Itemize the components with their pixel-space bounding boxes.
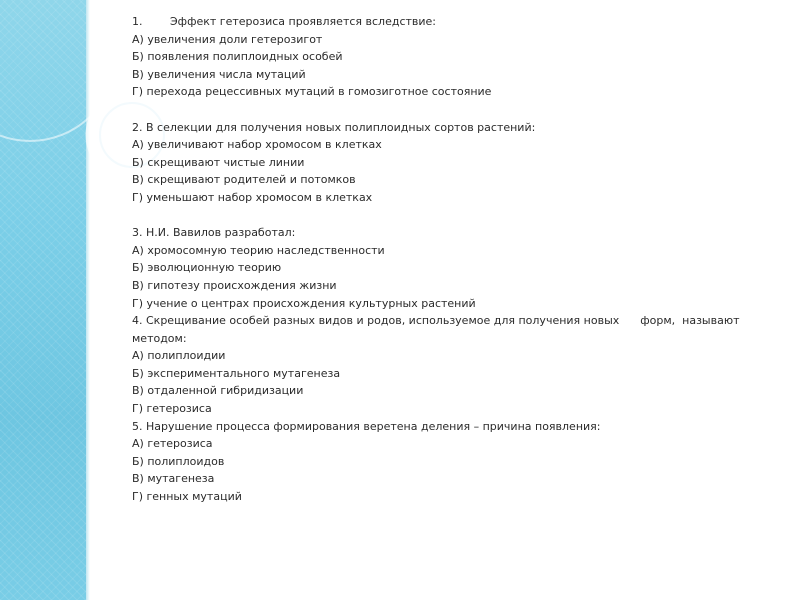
option: Б) скрещивают чистые линии: [132, 155, 305, 169]
option: Г) учение о центрах происхождения культурных растений: [132, 296, 476, 310]
question-5-text: 5. Нарушение процесса формирования веретена деления – причина появления:: [132, 419, 601, 433]
option: А) гетерозиса: [132, 437, 213, 451]
option: В) отдаленной гибридизации: [132, 384, 304, 398]
option: А) увеличивают набор хромосом в клетках: [132, 138, 382, 152]
quiz-content: [132, 13, 782, 506]
option: В) мутагенеза: [132, 472, 215, 486]
question-1: [132, 13, 782, 101]
question-5: [132, 418, 782, 506]
question-2-text: 2. В селекции для получения новых полиплоидных сортов растений:: [132, 120, 536, 134]
question-1-text: 1. Эффект гетерозиса проявляется вследствие:: [132, 15, 437, 28]
question-4-text-cont: методом:: [132, 331, 187, 345]
question-4-text: 4. Скрещивание особей разных видов и родов, используемое для получения новых форм, называют: [132, 314, 740, 328]
option: Б) появления полиплоидных особей: [132, 50, 343, 64]
option: А) увеличения доли гетерозигот: [132, 32, 323, 46]
question-3: [132, 224, 782, 312]
option: В) увеличения числа мутаций: [132, 67, 306, 81]
option: Б) полиплоидов: [132, 454, 225, 468]
spacer: [132, 207, 782, 225]
option: Г) гетерозиса: [132, 402, 212, 416]
option: А) хромосомную теорию наследственности: [132, 243, 385, 257]
option: Б) эволюционную теорию: [132, 261, 282, 275]
question-4: [132, 312, 782, 418]
option: Г) уменьшают набор хромосом в клетках: [132, 190, 373, 204]
option: Г) перехода рецессивных мутаций в гомозиготное состояние: [132, 85, 492, 99]
question-3-text: 3. Н.И. Вавилов разработал:: [132, 226, 296, 240]
question-2: [132, 119, 782, 207]
option: А) полиплоидии: [132, 349, 226, 363]
option: Б) экспериментального мутагенеза: [132, 366, 341, 380]
option: В) скрещивают родителей и потомков: [132, 173, 356, 187]
option: В) гипотезу происхождения жизни: [132, 278, 337, 292]
option: Г) генных мутаций: [132, 490, 242, 504]
spacer: [132, 101, 782, 119]
